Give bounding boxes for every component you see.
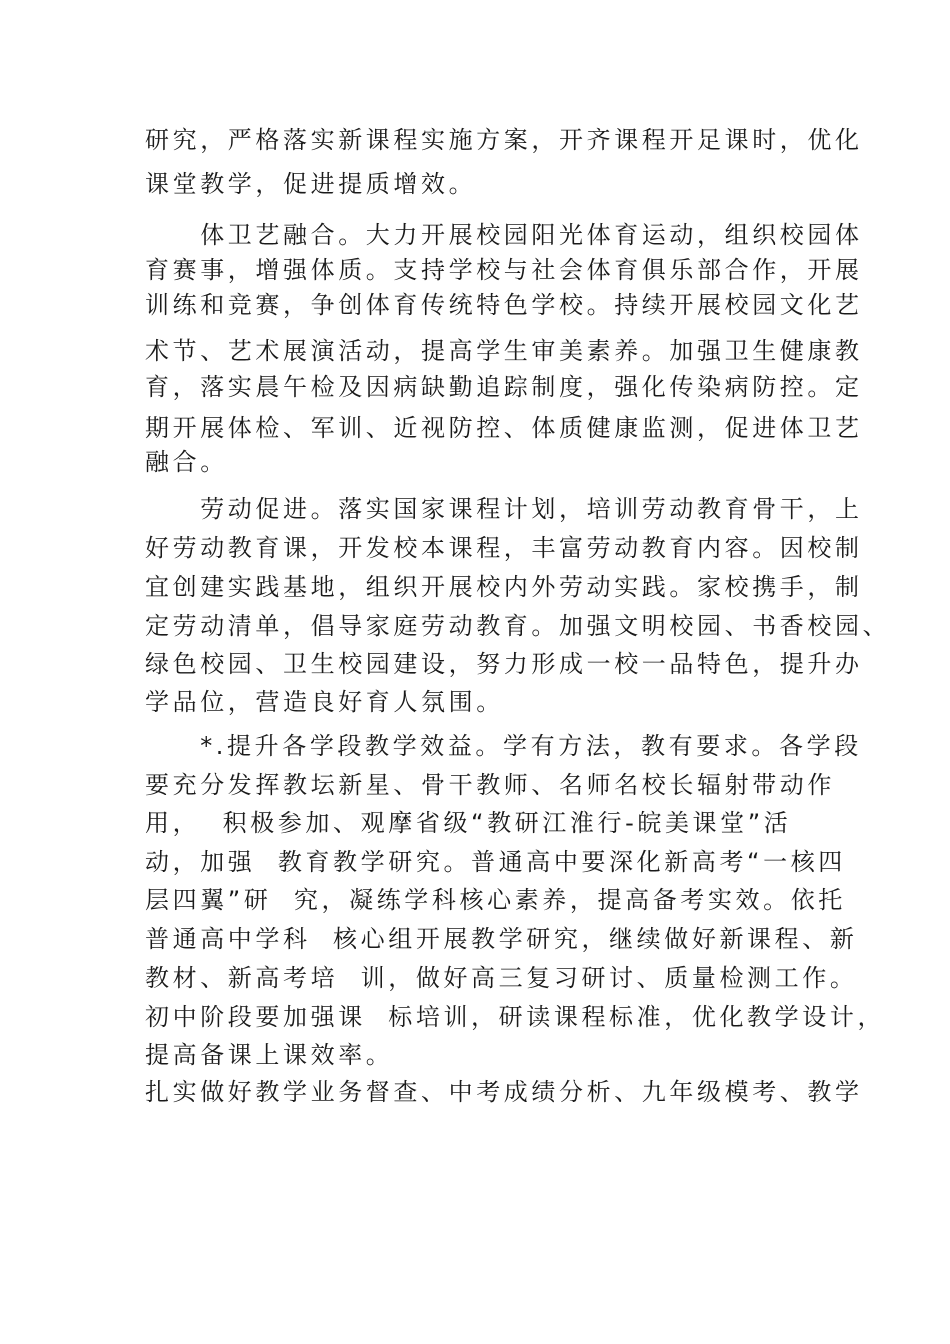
text-line: 初中阶段要加强课 标培训，研读课程标准，优化教学设计， <box>145 1003 886 1031</box>
text-line: 层四翼”研 究，凝练学科核心素养，提高备考实效。依托 <box>145 886 846 914</box>
text-line: 要充分发挥教坛新星、骨干教师、名师名校长辐射带动作 <box>145 771 835 799</box>
text-line: 普通高中学科 核心组开展教学研究，继续做好新课程、新 <box>145 925 858 953</box>
text-line: 体卫艺融合。大力开展校园阳光体育运动，组织校园体 <box>145 221 863 249</box>
text-line: 术节、艺术展演活动，提高学生审美素养。加强卫生健康教 <box>145 337 863 365</box>
text-line: 提高备课上课效率。 <box>145 1041 394 1069</box>
text-line: 课堂教学，促进提质增效。 <box>145 170 477 198</box>
text-line: 绿色校园、卫生校园建设，努力形成一校一品特色，提升办 <box>145 650 863 678</box>
text-line: 用， 积极参加、观摩省级“教研江淮行-皖美课堂”活 <box>145 809 792 837</box>
text-line: 期开展体检、军训、近视防控、体质健康监测，促进体卫艺 <box>145 414 863 442</box>
text-line: 学品位，营造良好育人氛围。 <box>145 688 504 716</box>
text-line: 宜创建实践基地，组织开展校内外劳动实践。家校携手，制 <box>145 573 863 601</box>
text-line: 研究，严格落实新课程实施方案，开齐课程开足课时，优化 <box>145 126 863 154</box>
text-line: *.提升各学段教学效益。学有方法，教有要求。各学段 <box>145 732 862 760</box>
text-line: 育赛事，增强体质。支持学校与社会体育俱乐部合作，开展 <box>145 256 863 284</box>
text-line: 劳动促进。落实国家课程计划，培训劳动教育骨干，上 <box>145 495 863 523</box>
text-line: 动，加强 教育教学研究。普通高中要深化新高考“一核四 <box>145 848 846 876</box>
text-line: 训练和竞赛，争创体育传统特色学校。持续开展校园文化艺 <box>145 291 863 319</box>
text-line: 好劳动教育课，开发校本课程，丰富劳动教育内容。因校制 <box>145 534 863 562</box>
text-line: 育，落实晨午检及因病缺勤追踪制度，强化传染病防控。定 <box>145 373 863 401</box>
text-line: 定劳动清单，倡导家庭劳动教育。加强文明校园、书香校园、 <box>145 612 891 640</box>
text-line: 扎实做好教学业务督查、中考成绩分析、九年级模考、教学 <box>145 1078 863 1106</box>
text-line: 融合。 <box>145 448 228 476</box>
text-line: 教材、新高考培 训，做好高三复习研讨、质量检测工作。 <box>145 964 858 992</box>
